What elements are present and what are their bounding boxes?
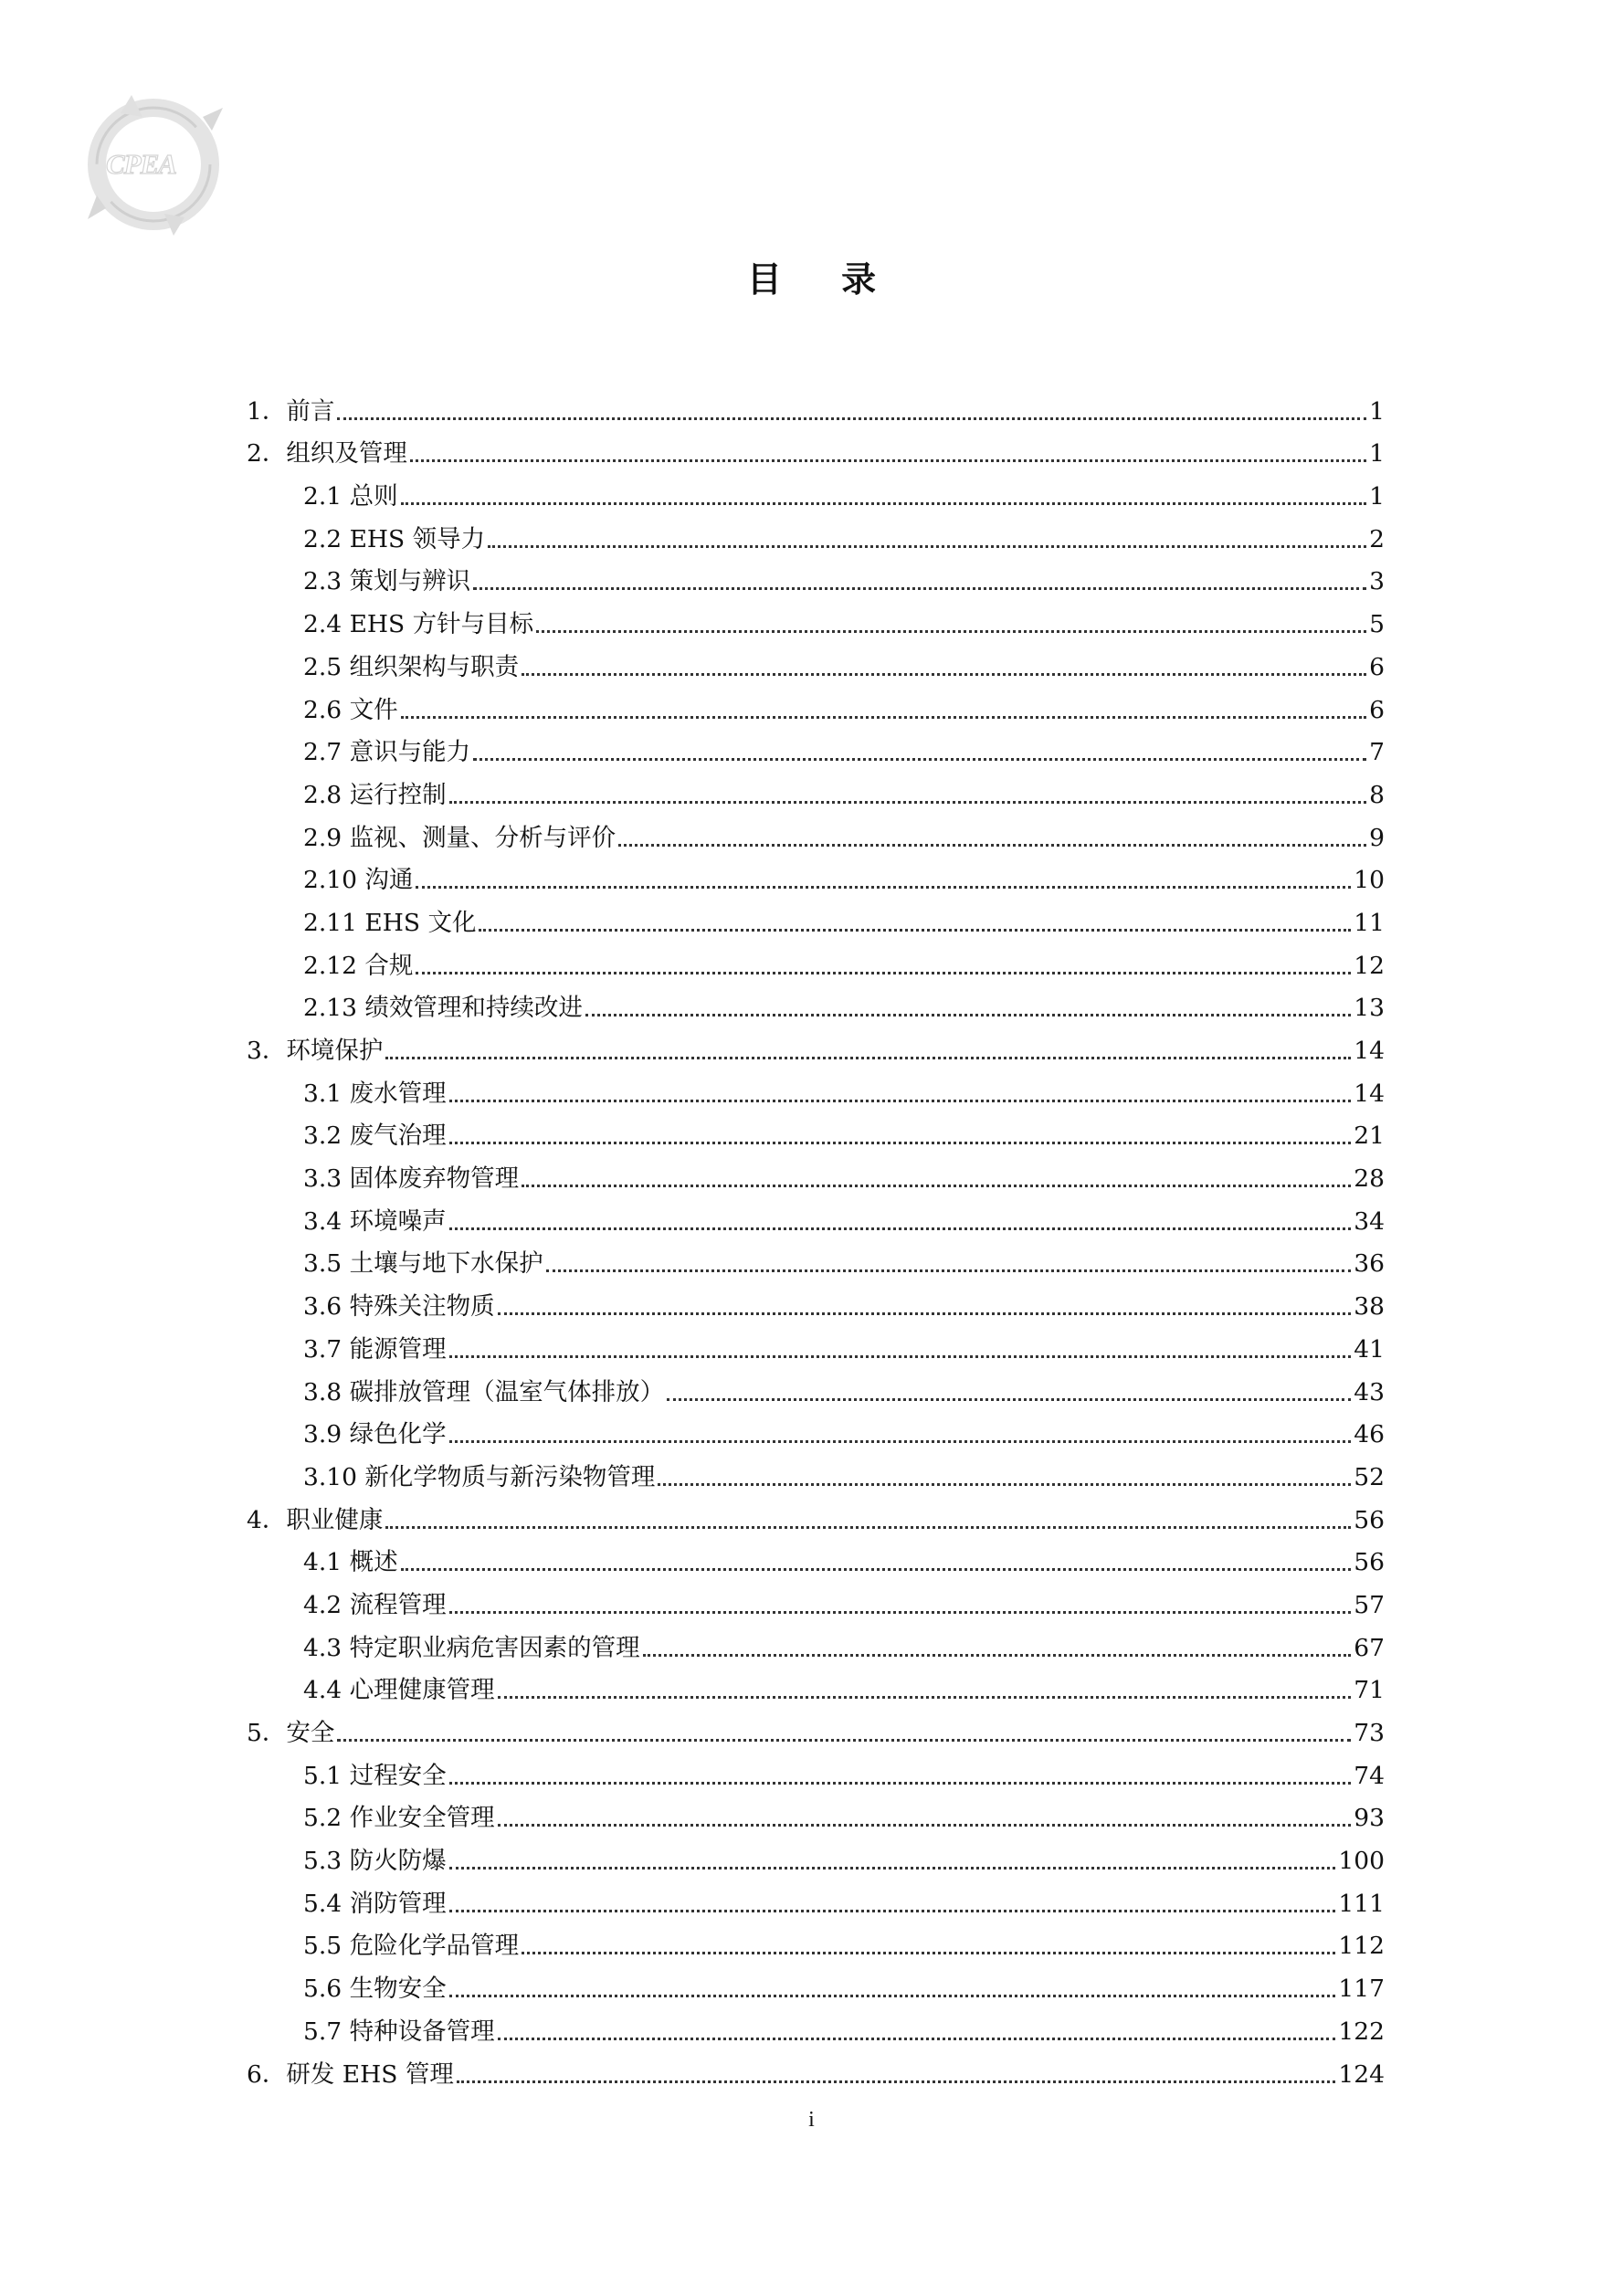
toc-dot-leader	[522, 673, 1366, 676]
toc-entry-label: 2．组织及管理	[247, 439, 407, 469]
toc-dot-leader	[457, 2080, 1336, 2083]
toc-entry-page: 36	[1354, 1249, 1385, 1279]
toc-entry-label: 3.4 环境噪声	[303, 1206, 447, 1236]
toc-entry[interactable]	[247, 1284, 1385, 1327]
toc-entry-label: 5.6 生物安全	[303, 1975, 447, 2004]
toc-entry-page: 8	[1369, 780, 1385, 809]
toc-entry-label: 2.8 运行控制	[303, 780, 447, 809]
toc-entry-page: 5	[1369, 610, 1385, 639]
toc-entry-label: 3.2 废气治理	[303, 1122, 447, 1151]
toc-entry[interactable]	[247, 1796, 1385, 1839]
toc-dot-leader	[449, 1910, 1336, 1912]
table-of-contents	[247, 389, 1385, 2095]
toc-entry[interactable]	[247, 1583, 1385, 1626]
toc-dot-leader	[667, 1398, 1351, 1401]
toc-entry-page: 1	[1369, 439, 1385, 469]
toc-dot-leader	[449, 1227, 1352, 1230]
toc-entry[interactable]	[247, 2009, 1385, 2052]
toc-entry-label: 4.3 特定职业病危害因素的管理	[303, 1633, 640, 1662]
toc-entry[interactable]	[247, 517, 1385, 560]
toc-entry-page: 67	[1354, 1633, 1385, 1662]
toc-dot-leader	[618, 844, 1366, 847]
toc-entry[interactable]	[247, 389, 1385, 432]
toc-dot-leader	[337, 1739, 1351, 1742]
toc-entry-label: 2.6 文件	[303, 695, 398, 724]
toc-entry-page: 14	[1354, 1037, 1385, 1065]
toc-entry-label: 3.9 绿色化学	[303, 1420, 447, 1449]
toc-dot-leader	[337, 417, 1366, 420]
page-title: 目 录	[746, 259, 901, 300]
toc-entry-label: 5.5 危险化学品管理	[303, 1932, 520, 1961]
toc-entry[interactable]	[247, 773, 1385, 816]
toc-entry-label: 3．环境保护	[247, 1037, 384, 1065]
toc-entry[interactable]	[247, 731, 1385, 774]
toc-dot-leader	[522, 1952, 1335, 1954]
toc-dot-leader	[449, 1100, 1352, 1102]
toc-entry-label: 2.4 EHS 方针与目标	[303, 610, 534, 639]
toc-dot-leader	[498, 1312, 1352, 1315]
toc-entry-label: 3.6 特殊关注物质	[303, 1292, 495, 1322]
toc-dot-leader	[536, 630, 1366, 633]
toc-entry-label: 5.4 消防管理	[303, 1889, 447, 1918]
toc-entry-label: 4.2 流程管理	[303, 1590, 447, 1619]
toc-entry[interactable]	[247, 1199, 1385, 1242]
toc-dot-leader	[401, 502, 1367, 505]
toc-entry-label: 3.7 能源管理	[303, 1334, 447, 1364]
toc-entry-label: 2.9 监视、测量、分析与评价	[303, 823, 617, 852]
toc-dot-leader	[449, 1867, 1336, 1869]
toc-entry-page: 28	[1354, 1164, 1385, 1194]
toc-dot-leader	[498, 1696, 1352, 1699]
toc-entry[interactable]	[247, 432, 1385, 475]
toc-entry-label: 5.2 作业安全管理	[303, 1804, 495, 1833]
cpea-circular-arrows-logo-icon	[75, 80, 239, 245]
toc-entry-label: 2.2 EHS 领导力	[303, 524, 486, 553]
toc-entry-page: 14	[1354, 1079, 1385, 1108]
toc-entry[interactable]	[247, 645, 1385, 688]
toc-entry-label: 3.3 固体废弃物管理	[303, 1164, 520, 1194]
toc-entry-label: 5.3 防火防爆	[303, 1847, 447, 1876]
toc-entry-page: 46	[1354, 1420, 1385, 1449]
toc-entry-page: 9	[1369, 823, 1385, 852]
toc-entry[interactable]	[247, 1711, 1385, 1754]
toc-entry-label: 2.11 EHS 文化	[303, 908, 477, 937]
toc-entry-label: 2.7 意识与能力	[303, 738, 471, 767]
toc-entry-page: 3	[1369, 567, 1385, 596]
toc-entry[interactable]	[247, 1754, 1385, 1796]
toc-entry-page: 117	[1338, 1975, 1385, 2004]
toc-dot-leader	[385, 1057, 1351, 1059]
toc-entry-label: 5.7 特种设备管理	[303, 2017, 495, 2046]
toc-entry-page: 43	[1354, 1377, 1385, 1406]
cpea-logo	[75, 80, 239, 245]
toc-entry-page: 21	[1354, 1122, 1385, 1151]
toc-dot-leader	[449, 1142, 1352, 1144]
toc-entry-page: 34	[1354, 1206, 1385, 1236]
toc-entry-page: 6	[1369, 695, 1385, 724]
toc-entry[interactable]	[247, 1114, 1385, 1157]
toc-entry-page: 6	[1369, 652, 1385, 681]
toc-entry-page: 41	[1354, 1334, 1385, 1364]
toc-entry-label: 5．安全	[247, 1719, 335, 1747]
toc-entry[interactable]	[247, 1838, 1385, 1881]
toc-entry-label: 6．研发 EHS 管理	[247, 2059, 454, 2089]
toc-entry[interactable]	[247, 688, 1385, 731]
toc-entry[interactable]	[247, 1370, 1385, 1413]
toc-dot-leader	[401, 1568, 1352, 1571]
toc-dot-leader	[498, 2038, 1336, 2040]
toc-entry[interactable]	[247, 602, 1385, 645]
toc-entry-page: 100	[1338, 1847, 1385, 1876]
toc-entry-page: 122	[1338, 2017, 1385, 2046]
toc-dot-leader	[585, 1014, 1351, 1016]
toc-entry[interactable]	[247, 900, 1385, 943]
toc-entry[interactable]	[247, 1327, 1385, 1370]
toc-entry-page: 111	[1338, 1889, 1385, 1918]
toc-entry[interactable]	[247, 1541, 1385, 1584]
toc-entry[interactable]	[247, 986, 1385, 1029]
toc-entry-label: 2.5 组织架构与职责	[303, 652, 520, 681]
toc-entry[interactable]	[247, 1071, 1385, 1114]
toc-entry[interactable]	[247, 1028, 1385, 1071]
toc-dot-leader	[498, 1824, 1352, 1827]
toc-entry[interactable]	[247, 1455, 1385, 1498]
toc-entry-page: 56	[1354, 1548, 1385, 1577]
toc-entry-label: 1．前言	[247, 396, 335, 426]
toc-entry-page: 93	[1354, 1804, 1385, 1833]
toc-entry-page: 10	[1354, 866, 1385, 895]
toc-entry-label: 2.13 绩效管理和持续改进	[303, 994, 583, 1023]
toc-entry[interactable]	[247, 1924, 1385, 1967]
toc-entry-page: 11	[1354, 908, 1385, 937]
toc-entry[interactable]	[247, 560, 1385, 603]
toc-entry[interactable]	[247, 1966, 1385, 2009]
toc-entry-label: 3.8 碳排放管理（温室气体排放）	[303, 1377, 665, 1406]
toc-entry-page: 124	[1338, 2059, 1385, 2089]
toc-entry[interactable]	[247, 1498, 1385, 1541]
logo-text: CPEA	[106, 148, 176, 180]
toc-entry[interactable]	[247, 1156, 1385, 1199]
toc-entry[interactable]	[247, 1881, 1385, 1924]
toc-dot-leader	[658, 1483, 1351, 1486]
toc-entry-label: 2.3 策划与辨识	[303, 567, 471, 596]
toc-entry-page: 1	[1369, 482, 1385, 511]
toc-dot-leader	[401, 716, 1367, 719]
toc-entry-label: 2.12 合规	[303, 951, 414, 980]
toc-dot-leader	[473, 587, 1366, 590]
toc-entry[interactable]	[247, 943, 1385, 986]
toc-entry[interactable]	[247, 2052, 1385, 2095]
toc-dot-leader	[416, 886, 1351, 889]
toc-entry-page: 112	[1338, 1932, 1385, 1961]
toc-entry-page: 1	[1369, 396, 1385, 426]
toc-entry-label: 3.10 新化学物质与新污染物管理	[303, 1462, 656, 1491]
toc-entry-label: 2.1 总则	[303, 482, 398, 511]
toc-entry[interactable]	[247, 474, 1385, 517]
toc-dot-leader	[488, 545, 1366, 548]
toc-entry-page: 52	[1354, 1462, 1385, 1491]
toc-dot-leader	[416, 972, 1351, 974]
toc-dot-leader	[546, 1269, 1352, 1272]
toc-dot-leader	[479, 929, 1351, 932]
toc-entry[interactable]	[247, 858, 1385, 901]
toc-entry[interactable]	[247, 816, 1385, 858]
toc-dot-leader	[473, 758, 1366, 761]
toc-entry-page: 38	[1354, 1292, 1385, 1322]
toc-entry-page: 74	[1354, 1761, 1385, 1790]
toc-dot-leader	[449, 1995, 1336, 1997]
toc-entry-label: 4.1 概述	[303, 1548, 398, 1577]
toc-entry[interactable]	[247, 1626, 1385, 1669]
toc-entry-label: 5.1 过程安全	[303, 1761, 447, 1790]
toc-dot-leader	[449, 1440, 1352, 1443]
toc-entry-page: 73	[1354, 1719, 1385, 1747]
toc-entry-label: 3.1 废水管理	[303, 1079, 447, 1108]
toc-entry-label: 3.5 土壤与地下水保护	[303, 1249, 543, 1279]
toc-entry[interactable]	[247, 1669, 1385, 1711]
toc-entry-label: 2.10 沟通	[303, 866, 414, 895]
toc-entry-page: 7	[1369, 738, 1385, 767]
page-number: i	[808, 2108, 815, 2132]
toc-entry[interactable]	[247, 1242, 1385, 1285]
toc-entry-label: 4.4 心理健康管理	[303, 1676, 495, 1705]
toc-dot-leader	[449, 1782, 1352, 1785]
toc-entry-page: 2	[1369, 524, 1385, 553]
toc-dot-leader	[449, 801, 1367, 804]
toc-entry-label: 4．职业健康	[247, 1505, 384, 1534]
toc-entry-page: 71	[1354, 1676, 1385, 1705]
toc-entry-page: 13	[1354, 994, 1385, 1023]
toc-dot-leader	[449, 1355, 1352, 1358]
toc-entry-page: 57	[1354, 1590, 1385, 1619]
toc-entry-page: 12	[1354, 951, 1385, 980]
toc-dot-leader	[449, 1611, 1352, 1614]
toc-dot-leader	[522, 1185, 1351, 1187]
toc-entry[interactable]	[247, 1413, 1385, 1456]
toc-entry-page: 56	[1354, 1505, 1385, 1534]
toc-dot-leader	[410, 459, 1366, 462]
toc-dot-leader	[385, 1526, 1351, 1529]
toc-dot-leader	[643, 1654, 1352, 1657]
